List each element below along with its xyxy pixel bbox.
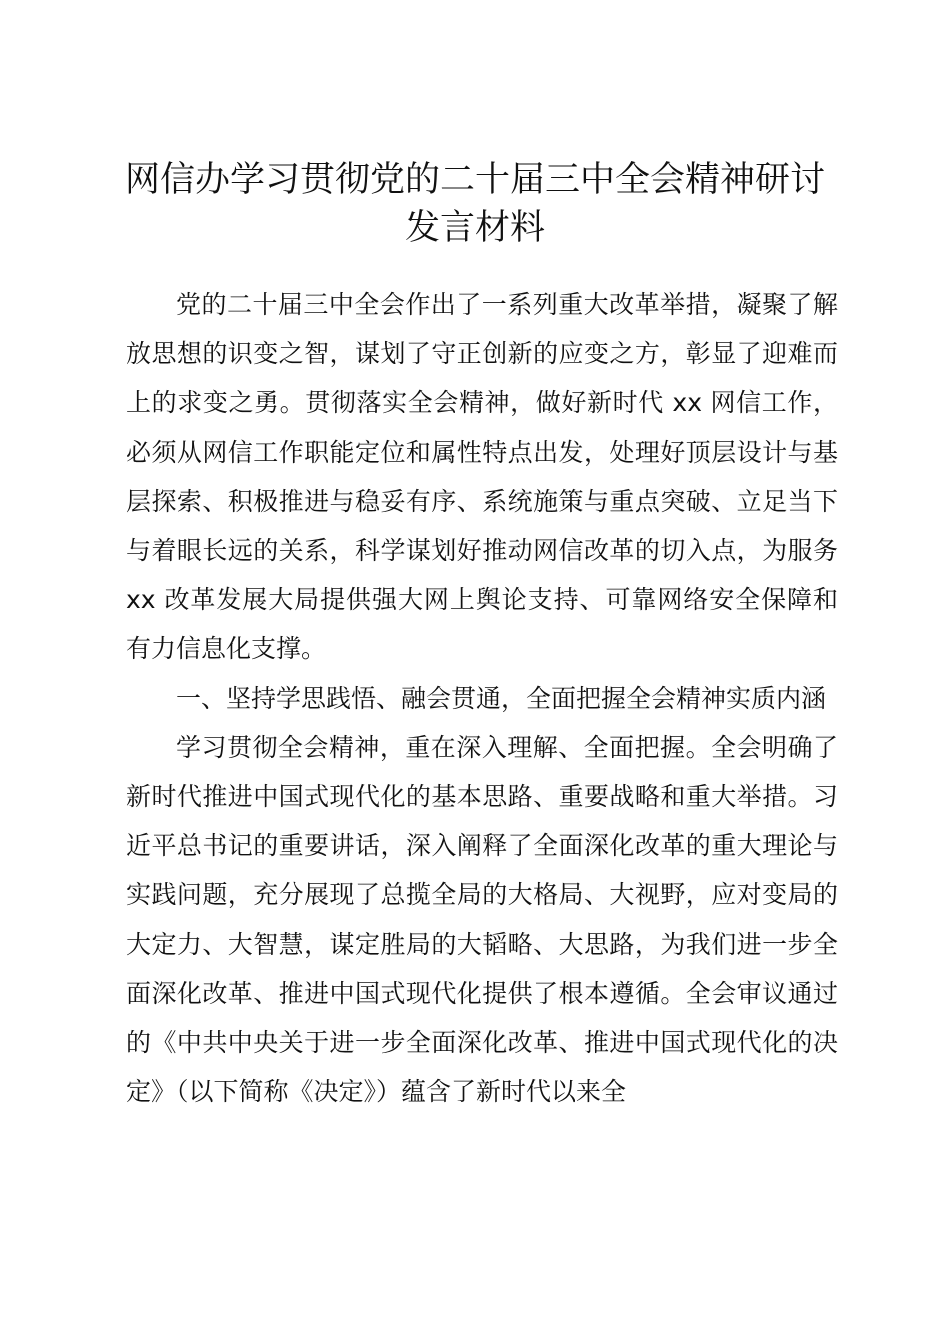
document-title bbox=[100, 156, 850, 252]
intro-paragraph: 党的二十届三中全会作出了一系列重大改革举措，凝聚了解放思想的识变之智，谋划了守正创新的应变之方，彰显了迎难而上的求变之勇。贯彻落实全会精神，做好新时代 xx 网信工作，必须从网信工作职能定位和属性特点出发，处理好顶层设计与基层探索、积极推进与稳妥有序、系统施策与重点突破、立足当下与着眼长远的关系，科学谋划好推动网信改革的切入点，为服务 xx 改革发展大局提供强大网上舆论支持、可靠网络安全保障和有力信息化支撑。 bbox=[126, 290, 838, 664]
section-heading-1: 一、坚持学思践悟、融会贯通，全面把握全会精神实质内涵 bbox=[176, 683, 827, 713]
section-1-paragraph: 学习贯彻全会精神，重在深入理解、全面把握。全会明确了新时代推进中国式现代化的基本思路、重要战略和重大举措。习近平总书记的重要讲话，深入阐释了全面深化改革的重大理论与实践问题，充分展现了总揽全局的大格局、大视野，应对变局的大定力、大智慧，谋定胜局的大韬略、大思路，为我们进一步全面深化改革、推进中国式现代化提供了根本遵循。全会审议通过的《中共中央关于进一步全面深化改革、推进中国式现代化的决定》（以下简称《决定》）蕴含了新时代以来全 bbox=[126, 732, 838, 1107]
title-line-1: 网信办学习贯彻党的二十届三中全会精神研讨 bbox=[124, 160, 825, 200]
title-line-2: 发言材料 bbox=[404, 208, 545, 248]
document-body bbox=[126, 280, 838, 1116]
